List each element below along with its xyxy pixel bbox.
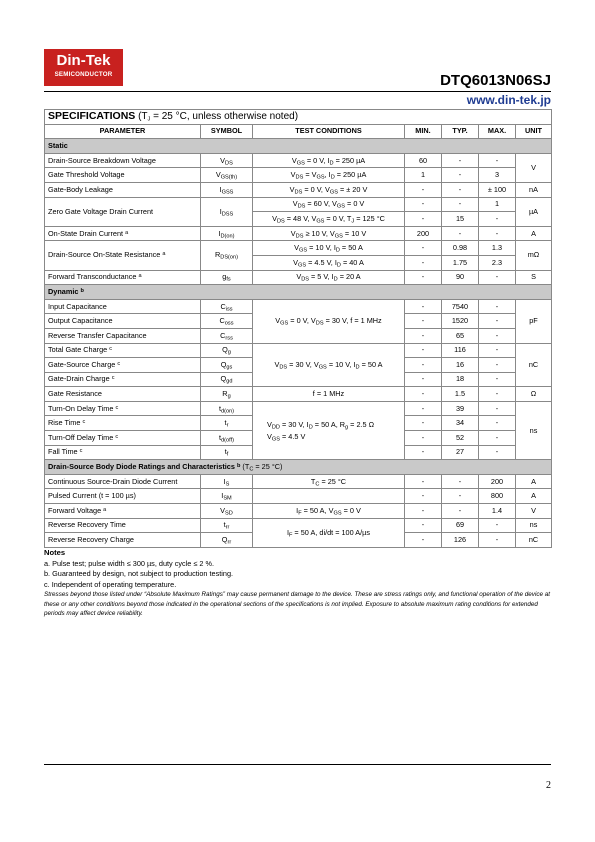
logo-subtitle: SEMICONDUCTOR bbox=[54, 71, 113, 78]
table-row: $V_{DS} = 48$ V, $V_{GS} = 0$ V, $T_J = 125$ °C - 15 - bbox=[45, 212, 552, 227]
column-header-row bbox=[45, 124, 552, 139]
note-a: a. Pulse test; pulse width ≤ 300 µs, duty cycle ≤ 2 %. bbox=[44, 558, 214, 568]
note-c: c. Independent of operating temperature. bbox=[44, 579, 177, 589]
table-row: Forward Transconductance $^a$ $g_{fs}$ $V_{DS} = 5$ V, $I_D = 20$ A - 90 - S bbox=[45, 270, 552, 285]
table-row: Turn-Off Delay Time $^c$ $t_{d(off)}$ - 52 - bbox=[45, 431, 552, 446]
table-row: Turn-On Delay Time $^c$ $t_{d(on)}$ $V_{DD} = 30$ V, $I_D = 50$ A, $R_g = 2.5$ Ω $V_{GS} = 4.5$ V - 39 - ns bbox=[45, 401, 552, 416]
table-row: Gate-Drain Charge $^c$ $Q_{gd}$ - 18 - bbox=[45, 372, 552, 387]
table-row: Total Gate Charge $^c$ $Q_g$ $V_{DS} = 30$ V, $V_{GS} = 10$ V, $I_D = 50$ A - 116 - nC bbox=[45, 343, 552, 358]
col-symbol: SYMBOL bbox=[201, 124, 253, 139]
table-row: Pulsed Current (t = 100 µs) $I_{SM}$ - - 800 A bbox=[45, 489, 552, 504]
table-row: Gate-Body Leakage $I_{GSS}$ $V_{DS} = 0$ V, $V_{GS}$ = ± 20 V - - ± 100 nA bbox=[45, 182, 552, 197]
footer-rule bbox=[44, 764, 551, 765]
part-number: DTQ6013N06SJ bbox=[440, 72, 551, 89]
table-row: Continuous Source-Drain Diode Current $I_S$ $T_C = 25$ °C - - 200 A bbox=[45, 474, 552, 489]
table-row: Reverse Transfer Capacitance $C_{rss}$ - 65 - bbox=[45, 328, 552, 343]
table-row: Fall Time $^c$ $t_f$ - 27 - bbox=[45, 445, 552, 460]
table-row: Forward Voltage $^a$ $V_{SD}$ $I_F = 50$ A, $V_{GS} = 0$ V - - 1.4 V bbox=[45, 504, 552, 519]
table-row: Drain-Source On-State Resistance $^a$ $R_{DS(on)}$ $V_{GS} = 10$ V, $I_D = 50$ A - 0.98 1.3 mΩ bbox=[45, 241, 552, 256]
col-parameter: PARAMETER bbox=[45, 124, 201, 139]
page-number: 2 bbox=[546, 780, 551, 791]
logo-brand: Din-Tek bbox=[56, 52, 111, 69]
col-typ: TYP. bbox=[442, 124, 479, 139]
col-test-conditions: TEST CONDITIONS bbox=[253, 124, 405, 139]
table-row: Drain-Source Breakdown Voltage $V_{DS}$ $V_{GS} = 0$ V, $I_D = 250$ µA 60 - - V bbox=[45, 153, 552, 168]
table-title-row bbox=[45, 110, 552, 125]
table-row: $V_{GS} = 4.5$ V, $I_D = 40$ A - 1.75 2.3 bbox=[45, 255, 552, 270]
col-unit: UNIT bbox=[516, 124, 552, 139]
table-row: Gate-Source Charge $^c$ $Q_{gs}$ - 16 - bbox=[45, 358, 552, 373]
specifications-table bbox=[44, 109, 552, 548]
section-static: Static bbox=[45, 139, 552, 154]
table-row: On-State Drain Current $^a$ $I_{D(on)}$ $V_{DS} \ge 10$ V, $V_{GS} = 10$ V 200 - - A bbox=[45, 226, 552, 241]
company-logo bbox=[44, 49, 123, 86]
table-title: SPECIFICATIONS bbox=[48, 110, 136, 123]
col-max: MAX. bbox=[479, 124, 516, 139]
table-row: Gate Resistance $R_g$ f = 1 MHz - 1.5 - Ω bbox=[45, 387, 552, 402]
col-min: MIN. bbox=[405, 124, 442, 139]
table-row: Input Capacitance $C_{iss}$ $V_{GS} = 0$ V, $V_{DS} = 30$ V, f = 1 MHz - 7540 - pF bbox=[45, 299, 552, 314]
header-rule bbox=[44, 91, 551, 92]
table-row: Zero Gate Voltage Drain Current $I_{DSS}$ $V_{DS} = 60$ V, $V_{GS} = 0$ V - - 1 µA bbox=[45, 197, 552, 212]
table-row: Rise Time $^c$ $t_r$ - 34 - bbox=[45, 416, 552, 431]
table-row: Reverse Recovery Charge $Q_{rr}$ - 126 - nC bbox=[45, 533, 552, 548]
table-row: Gate Threshold Voltage $V_{GS(th)}$ $V_{DS} = V_{GS}$, $I_D = 250$ µA 1 - 3 bbox=[45, 168, 552, 183]
table-row: Reverse Recovery Time $t_{rr}$ $I_F = 50$ A, di/dt = 100 A/µs - 69 - ns bbox=[45, 518, 552, 533]
notes-title: Notes bbox=[44, 548, 66, 557]
note-b: b. Guaranteed by design, not subject to production testing. bbox=[44, 569, 234, 578]
website-link[interactable]: www.din-tek.jp bbox=[466, 93, 551, 107]
stress-warning: Stresses beyond those listed under “Absolute Maximum Ratings” may cause permanent damage to the device. These are stress ratings only, and functional operation of the device at these or any other conditions beyond those indicated in the operational sections of the specifications is not implied. Exposure to absolute maximum rating conditions for extended periods may affect device reliability. bbox=[44, 591, 551, 617]
table-row: Output Capacitance $C_{oss}$ - 1520 - bbox=[45, 314, 552, 329]
section-dynamic: Dynamic $^b$ bbox=[45, 285, 552, 300]
section-body-diode: Drain-Source Body Diode Ratings and Characteristics $^b$ ($T_C = 25$ °C) bbox=[45, 460, 552, 475]
table-title-conditions: ($T_J = 25$ °C, unless otherwise noted) bbox=[135, 111, 299, 123]
notes bbox=[44, 548, 554, 590]
